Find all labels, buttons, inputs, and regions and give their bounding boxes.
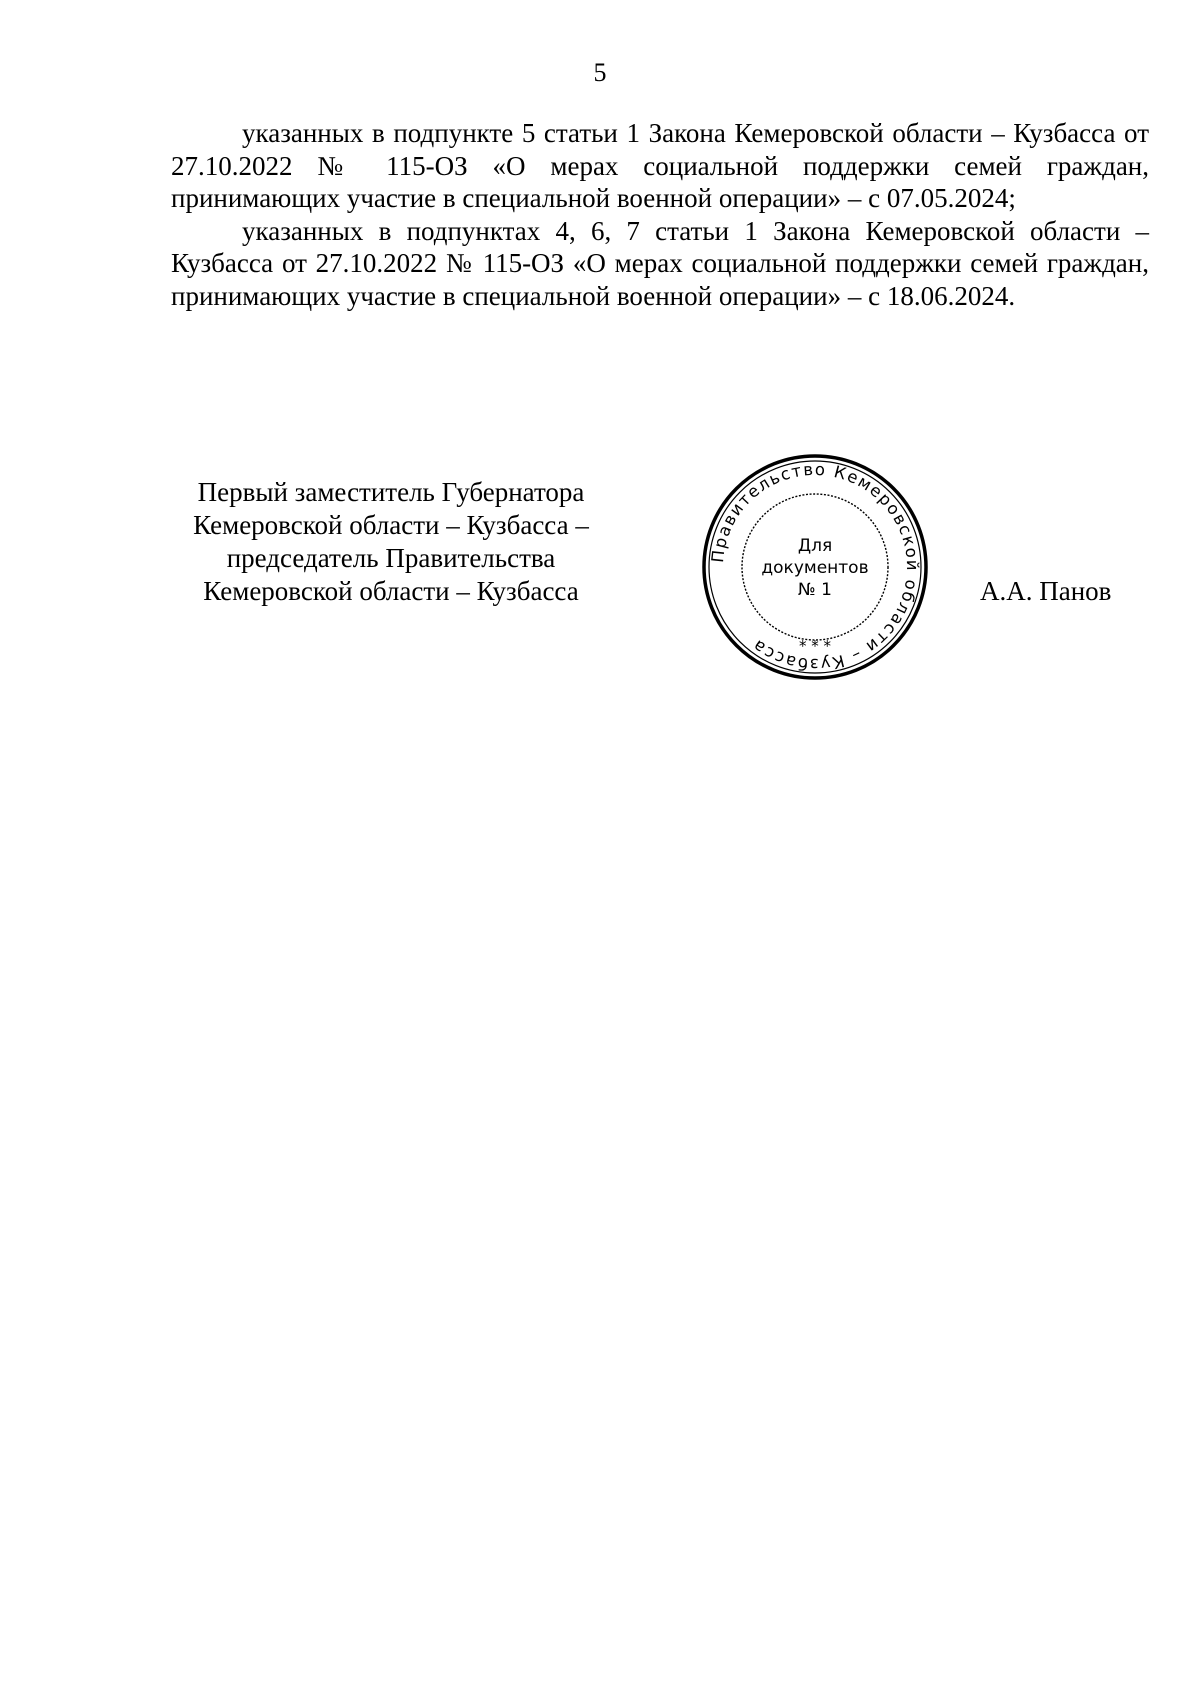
official-stamp	[700, 452, 930, 682]
signer-name: А.А. Панов	[980, 576, 1112, 606]
page-number: 5	[593, 58, 607, 87]
stamp-ring-text: Правительство Кемеровской области – Кузбасса	[707, 459, 923, 675]
stamp-center-line-3: № 1	[798, 580, 832, 600]
stamp-stars: * * *	[798, 637, 832, 655]
signer-position-line-4: Кемеровской области – Кузбасса	[203, 576, 579, 606]
paragraph-1: указанных в подпункте 5 статьи 1 Закона Кемеровской области – Кузбасса от 27.10.2022 № 115-ОЗ «О мерах социальной поддержки семей граждан, принимающих участие в специальной военной операции» – с 07.05.2024;	[171, 118, 1149, 214]
signer-position	[150, 476, 632, 608]
stamp-center-line-1: Для	[797, 536, 833, 556]
document-body	[171, 117, 1149, 313]
paragraph-2: указанных в подпунктах 4, 6, 7 статьи 1 Закона Кемеровской области – Кузбасса от 27.10.2022 № 115-ОЗ «О мерах социальной поддержки семей граждан, принимающих участие в специальной военной операции» – с 18.06.2024.	[171, 215, 1149, 311]
signer-position-line-2: Кемеровской области – Кузбасса –	[193, 510, 589, 540]
stamp-center-line-2: документов	[761, 558, 869, 578]
signer-position-line-1: Первый заместитель Губернатора	[197, 477, 585, 507]
signer-position-line-3: председатель Правительства	[226, 543, 556, 573]
